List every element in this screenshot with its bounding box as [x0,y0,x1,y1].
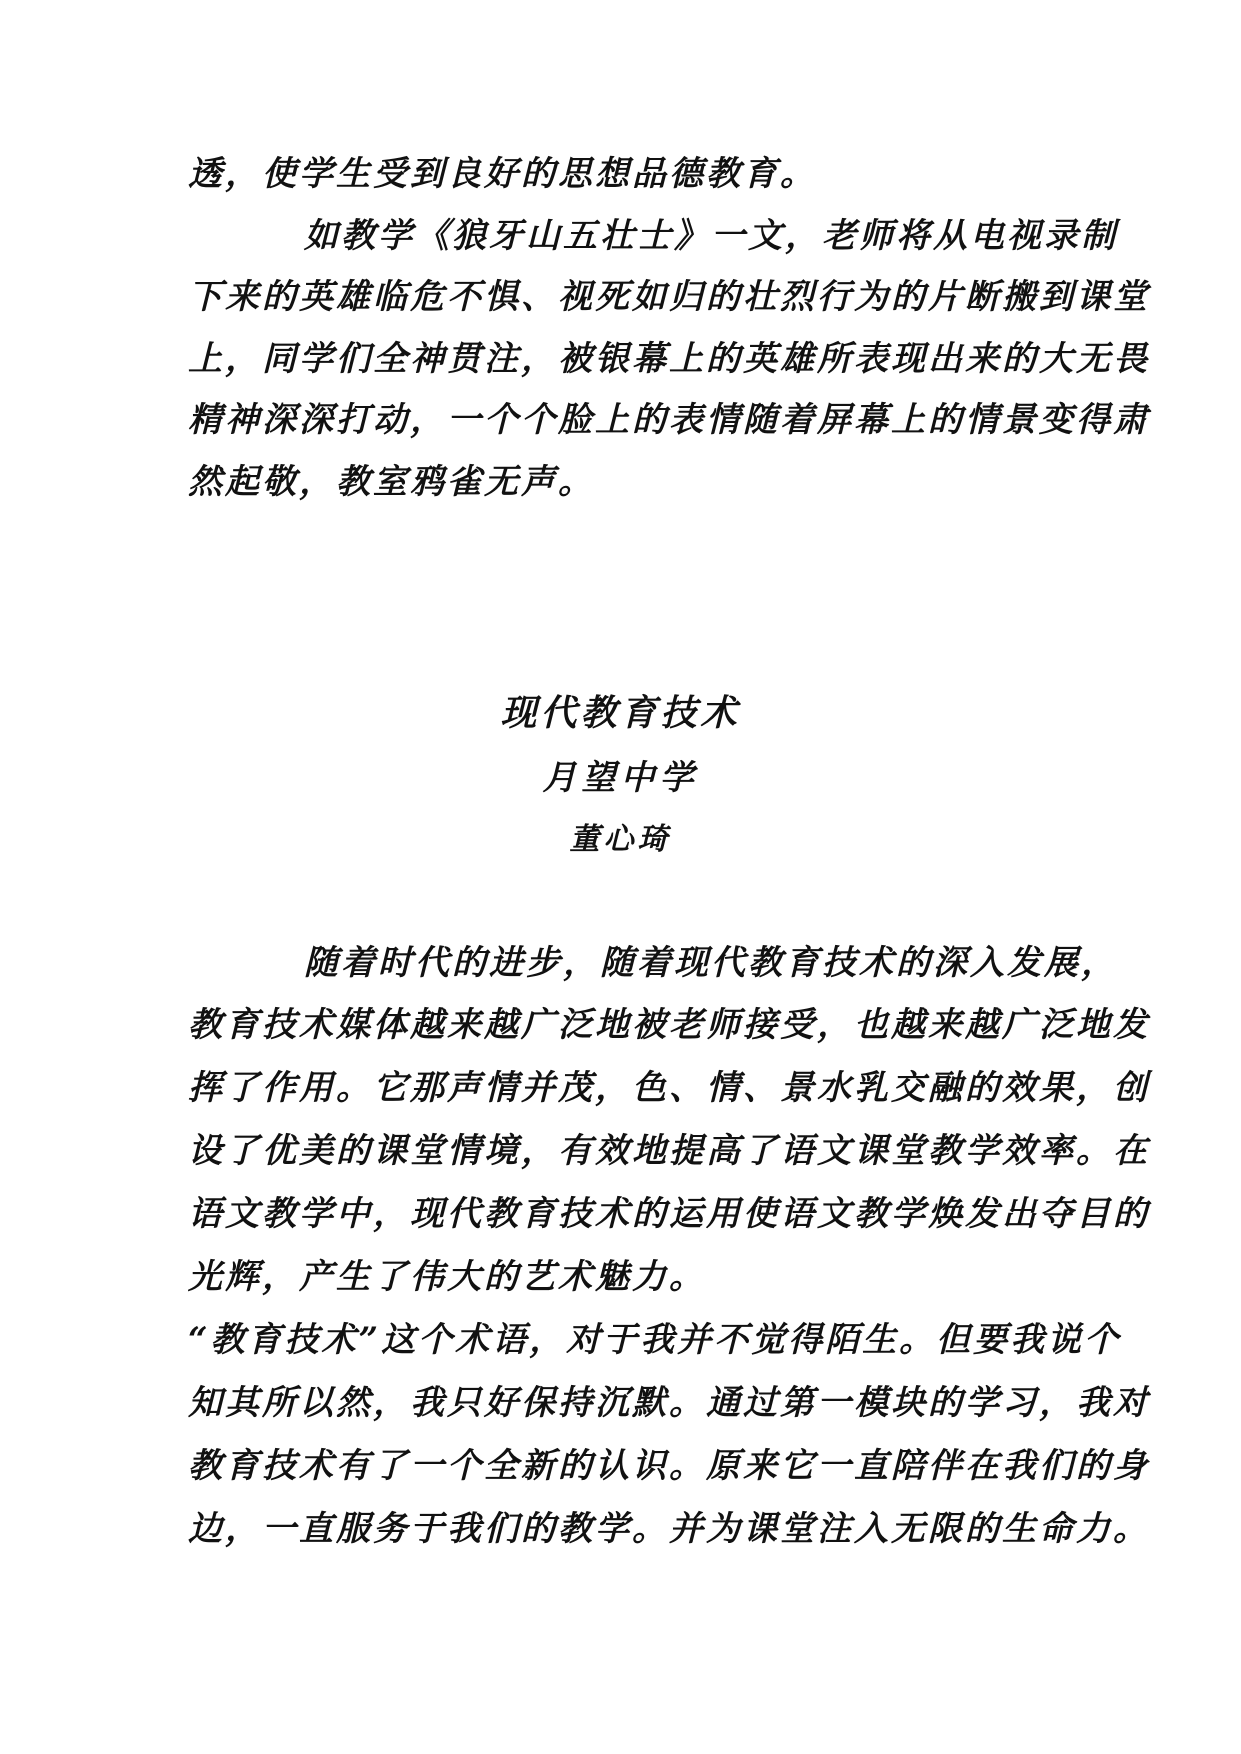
paragraph-line: 挥了作用。它那声情并茂，色、情、景水乳交融的效果，创 [188,1068,1150,1108]
paragraph-line: 光辉，产生了伟大的艺术魅力。 [188,1257,706,1297]
paragraph-line: 下来的英雄临危不惧、视死如归的壮烈行为的片断搬到课堂 [188,277,1150,317]
paragraph-line: 教育技术媒体越来越广泛地被老师接受，也越来越广泛地发 [188,1005,1150,1045]
article-title: 现代教育技术 [500,692,741,734]
paragraph-line: 语文教学中，现代教育技术的运用使语文教学焕发出夺目的 [188,1194,1150,1234]
paragraph-line: 透，使学生受到良好的思想品德教育。 [188,154,817,194]
paragraph-line: 随着时代的进步，随着现代教育技术的深入发展， [304,943,1118,983]
paragraph-line: 上，同学们全神贯注，被银幕上的英雄所表现出来的大无畏 [188,339,1150,379]
article-author: 董心琦 [569,822,672,857]
paragraph-line: “教育技术”这个术语，对于我并不觉得陌生。但要我说个 [188,1320,1122,1360]
article-school: 月望中学 [542,758,699,798]
paragraph-line: 精神深深打动，一个个脸上的表情随着屏幕上的情景变得肃 [188,400,1150,440]
paragraph-line: 知其所以然，我只好保持沉默。通过第一模块的学习，我对 [188,1383,1150,1423]
paragraph-line: 教育技术有了一个全新的认识。原来它一直陪伴在我们的身 [188,1446,1150,1486]
paragraph-line: 然起敬，教室鸦雀无声。 [188,462,595,502]
paragraph-line: 设了优美的课堂情境，有效地提高了语文课堂教学效率。在 [188,1131,1150,1171]
paragraph-line: 如教学《狼牙山五壮士》一文，老师将从电视录制 [304,216,1118,256]
paragraph-line: 边，一直服务于我们的教学。并为课堂注入无限的生命力。 [188,1509,1150,1549]
